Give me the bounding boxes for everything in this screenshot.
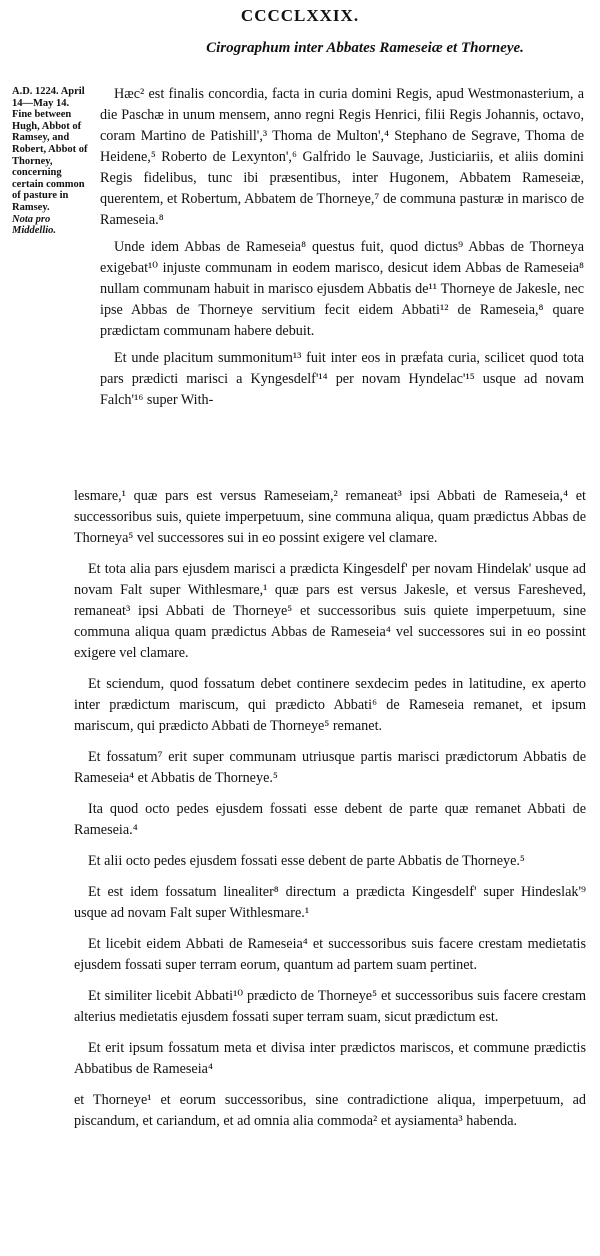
marginal-summary: Fine between Hugh, Abbot of Ramsey, and Robert, Abbot of Thorney, concerning certain common of pasture in Ramsey. (12, 109, 88, 213)
paragraph: Unde idem Abbas de Rameseia⁸ questus fuit, quod dictus⁹ Abbas de Thorneya exigebat¹⁰ injuste communam in eodem marisco, desicut idem Abbas de Rameseia⁸ nullam communam habuit in marisco ejusdem Abbatis de¹¹ Thorneye de Jakesle, nec ipse Abbas de Thorneye servitium fecit eidem Abbati¹² de Rameseia,⁸ quare prædictam communam habere debuit. (100, 239, 584, 339)
paragraph: lesmare,¹ quæ pars est versus Rameseiam,² remaneat³ ipsi Abbati de Rameseia,⁴ et successoribus suis, quiete imperpetuum, sine communa aliqua, quam prædictus Abbas de Thorneya⁵ vel successores sui in eo possint exigere vel clamare. (74, 488, 586, 546)
paragraph: Et est idem fossatum linealiter⁸ directum a prædicta Kingesdelf' super Hindeslak'⁹ usque ad novam Falt super Withlesmare.¹ (74, 884, 586, 921)
paragraph: Et tota alia pars ejusdem marisci a prædicta Kingesdelf' per novam Hindelak' usque ad novam Falt super Withlesmare,¹ quæ pars est versus Jakesle, et versus Faresheved, remaneat³ ipsi Abbati de Thorneye⁵ et successoribus suis quiete imperpetuum, sine communa aliqua quam prædictus Abbas de Rameseia⁴ vel successores sui in eo possint exigere vel clamare. (74, 561, 586, 661)
marginal-nota: Nota pro Middellio. (12, 213, 57, 237)
paragraph: Et erit ipsum fossatum meta et divisa inter prædictos mariscos, et commune prædictis Abbatibus de Rameseia⁴ (74, 1040, 586, 1077)
document-number: CCCCLXXIX. (240, 6, 360, 25)
paragraph: et Thorneye¹ et eorum successoribus, sine contradictione aliqua, imperpetuum, ad piscandum, et cariandum, et ad omnia alia commoda² et aysiamenta³ habenda. (74, 1092, 586, 1129)
document-title: Cirographum inter Abbates Rameseiæ et Thorneye. (206, 40, 524, 56)
marginal-date: A.D. 1224. April 14—May 14. (12, 86, 85, 109)
paragraph: Hæc² est finalis concordia, facta in curia domini Regis, apud Westmonasterium, a die Paschæ in unum mensem, anno regni Regis Henrici, filii Regis Johannis, octavo, coram Martino de Patishill',³ Thoma de Multon',⁴ Stephano de Segrave, Thoma de Heidene,⁵ Roberto de Lexynton',⁶ Galfrido le Sauvage, Justiciariis, et aliis domini Regis fidelibus, tunc ibi præsentibus, inter Hugonem, Abbatem Rameseiæ, querentem, et Robertum, Abbatem de Thorneye,⁷ de communa pasturæ in marisco de Rameseia.⁸ (100, 86, 584, 228)
upper-text-block (100, 84, 584, 411)
paragraph: Et licebit eidem Abbati de Rameseia⁴ et successoribus suis facere crestam medietatis ejusdem fossati super terram eorum, quantum ad partem suam pertinet. (74, 936, 586, 973)
paragraph: Et alii octo pedes ejusdem fossati esse debent de parte Abbatis de Thorneye.⁵ (88, 853, 525, 869)
paragraph: Et fossatum⁷ erit super communam utriusque partis marisci prædictorum Abbatis de Rameseia⁴ et Abbatis de Thorneye.⁵ (74, 749, 586, 786)
paragraph: Ita quod octo pedes ejusdem fossati esse debent de parte quæ remanet Abbati de Rameseia.⁴ (74, 801, 586, 838)
marginal-note (12, 86, 92, 237)
paragraph: Et similiter licebit Abbati¹⁰ prædicto de Thorneye⁵ et successoribus suis facere crestam alterius medietatis ejusdem fossati super terram suam, sicut prædictum est. (74, 988, 586, 1025)
lower-text-block (74, 486, 586, 1132)
paragraph: Et sciendum, quod fossatum debet continere sexdecim pedes in latitudine, ex aperto inter prædictum mariscum, qui prædicto Abbati⁶ de Rameseia remanet, et ipsum mariscum, qui prædicto Abbati de Thorneye⁵ remanet. (74, 676, 586, 734)
paragraph: Et unde placitum summonitum¹³ fuit inter eos in præfata curia, scilicet quod tota pars prædicti marisci a Kyngesdelf'¹⁴ per novam Hyndelac'¹⁵ usque ad novam Falch'¹⁶ super With- (100, 350, 584, 408)
